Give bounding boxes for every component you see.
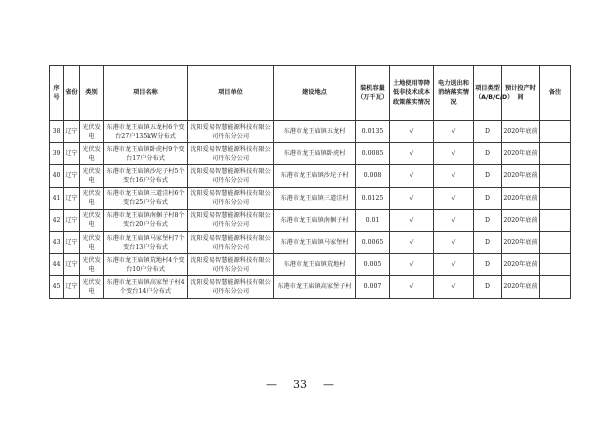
table-row (50, 254, 571, 276)
cell-category: 光伏发电 (80, 121, 104, 143)
cell-location: 东港市龙王庙镇高家堡子村 (274, 276, 356, 298)
cell-type: D (474, 209, 502, 231)
cell-no: 45 (50, 276, 64, 298)
cell-power-check: √ (434, 121, 474, 143)
cell-land-check: √ (390, 209, 434, 231)
cell-type: D (474, 143, 502, 165)
cell-power-check: √ (434, 276, 474, 298)
cell-category: 光伏发电 (80, 231, 104, 253)
header-land-policy: 土地使用等降低非技术成本政策落实情况 (390, 66, 434, 121)
cell-time: 2020年底前 (502, 165, 540, 187)
cell-land-check: √ (390, 276, 434, 298)
header-capacity: 装机容量（万千瓦） (356, 66, 390, 121)
cell-location: 东港市龙王庙镇南捆子村 (274, 209, 356, 231)
cell-location: 东港市龙王庙镇沙坨子村 (274, 165, 356, 187)
table-header-row (50, 66, 571, 121)
cell-category: 光伏发电 (80, 187, 104, 209)
header-remark: 备注 (540, 66, 571, 121)
header-unit: 项目单位 (188, 66, 274, 121)
cell-project-name: 东港市龙王庙镇三道洼村6个变台25户分布式 (104, 187, 188, 209)
cell-project-name: 东港市龙王庙镇荒地村4个变台10户分布式 (104, 254, 188, 276)
cell-no: 43 (50, 231, 64, 253)
cell-remark (540, 231, 571, 253)
cell-province: 辽宁 (64, 121, 80, 143)
table-row (50, 187, 571, 209)
cell-unit: 沈阳爱易智慧能源科技有限公司丹东分公司 (188, 165, 274, 187)
table-row (50, 209, 571, 231)
cell-no: 39 (50, 143, 64, 165)
table-row (50, 231, 571, 253)
header-category: 类别 (80, 66, 104, 121)
cell-unit: 沈阳爱易智慧能源科技有限公司丹东分公司 (188, 254, 274, 276)
cell-power-check: √ (434, 187, 474, 209)
cell-capacity: 0.005 (356, 254, 390, 276)
cell-project-name: 东港市龙王庙镇高家堡子村4个变台14户分布式 (104, 276, 188, 298)
cell-remark (540, 209, 571, 231)
header-province: 省份 (64, 66, 80, 121)
cell-type: D (474, 276, 502, 298)
cell-time: 2020年底前 (502, 276, 540, 298)
cell-province: 辽宁 (64, 187, 80, 209)
cell-land-check: √ (390, 187, 434, 209)
cell-project-name: 东港市龙王庙镇五龙村6个变台27户135kW分布式 (104, 121, 188, 143)
cell-project-name: 东港市龙王庙镇卧虎村9个变台17户分布式 (104, 143, 188, 165)
cell-unit: 沈阳爱易智慧能源科技有限公司丹东分公司 (188, 231, 274, 253)
cell-capacity: 0.01 (356, 209, 390, 231)
cell-time: 2020年底前 (502, 187, 540, 209)
cell-type: D (474, 231, 502, 253)
cell-power-check: √ (434, 165, 474, 187)
cell-time: 2020年底前 (502, 231, 540, 253)
table-row (50, 165, 571, 187)
cell-power-check: √ (434, 143, 474, 165)
cell-capacity: 0.0065 (356, 231, 390, 253)
cell-unit: 沈阳爱易智慧能源科技有限公司丹东分公司 (188, 209, 274, 231)
cell-province: 辽宁 (64, 165, 80, 187)
cell-unit: 沈阳爱易智慧能源科技有限公司丹东分公司 (188, 187, 274, 209)
header-type: 项目类型（A/B/C/D） (474, 66, 502, 121)
cell-capacity: 0.0085 (356, 143, 390, 165)
cell-location: 东港市龙王庙镇马家堡村 (274, 231, 356, 253)
cell-land-check: √ (390, 254, 434, 276)
cell-province: 辽宁 (64, 254, 80, 276)
cell-no: 44 (50, 254, 64, 276)
cell-remark (540, 121, 571, 143)
cell-project-name: 东港市龙王庙镇沙坨子村5个变台16户分布式 (104, 165, 188, 187)
cell-power-check: √ (434, 254, 474, 276)
cell-location: 东港市龙王庙镇卧虎村 (274, 143, 356, 165)
cell-category: 光伏发电 (80, 165, 104, 187)
cell-no: 38 (50, 121, 64, 143)
page-footer (0, 378, 600, 391)
page-number: 33 (293, 378, 307, 391)
cell-project-name: 东港市龙王庙镇南捆子村8个变台20户分布式 (104, 209, 188, 231)
cell-location: 东港市龙王庙镇三道洼村 (274, 187, 356, 209)
cell-category: 光伏发电 (80, 143, 104, 165)
table-row (50, 121, 571, 143)
cell-province: 辽宁 (64, 231, 80, 253)
cell-location: 东港市龙王庙镇五龙村 (274, 121, 356, 143)
cell-unit: 沈阳爱易智慧能源科技有限公司丹东分公司 (188, 143, 274, 165)
header-project-name: 项目名称 (104, 66, 188, 121)
cell-capacity: 0.008 (356, 165, 390, 187)
cell-capacity: 0.0125 (356, 187, 390, 209)
cell-category: 光伏发电 (80, 209, 104, 231)
cell-time: 2020年底前 (502, 143, 540, 165)
header-time: 预计投产时间 (502, 66, 540, 121)
cell-remark (540, 143, 571, 165)
cell-location: 东港市龙王庙镇荒地村 (274, 254, 356, 276)
table-row (50, 276, 571, 298)
cell-land-check: √ (390, 165, 434, 187)
cell-land-check: √ (390, 121, 434, 143)
cell-type: D (474, 254, 502, 276)
cell-time: 2020年底前 (502, 209, 540, 231)
cell-no: 42 (50, 209, 64, 231)
cell-capacity: 0.007 (356, 276, 390, 298)
project-table (49, 65, 571, 299)
cell-remark (540, 187, 571, 209)
cell-remark (540, 254, 571, 276)
cell-power-check: √ (434, 209, 474, 231)
cell-province: 辽宁 (64, 276, 80, 298)
cell-project-name: 东港市龙王庙镇马家堡村7个变台13户分布式 (104, 231, 188, 253)
cell-capacity: 0.0135 (356, 121, 390, 143)
cell-province: 辽宁 (64, 209, 80, 231)
cell-remark (540, 165, 571, 187)
cell-type: D (474, 165, 502, 187)
cell-power-check: √ (434, 231, 474, 253)
cell-land-check: √ (390, 143, 434, 165)
cell-time: 2020年底前 (502, 254, 540, 276)
header-location: 建设地点 (274, 66, 356, 121)
cell-no: 40 (50, 165, 64, 187)
cell-land-check: √ (390, 231, 434, 253)
cell-remark (540, 276, 571, 298)
cell-unit: 沈阳爱易智慧能源科技有限公司丹东分公司 (188, 121, 274, 143)
header-no: 序号 (50, 66, 64, 121)
footer-dash-left: — (266, 378, 277, 391)
table-row (50, 143, 571, 165)
cell-category: 光伏发电 (80, 254, 104, 276)
cell-time: 2020年底前 (502, 121, 540, 143)
cell-type: D (474, 121, 502, 143)
header-power: 电力送出和消纳落实情况 (434, 66, 474, 121)
cell-no: 41 (50, 187, 64, 209)
cell-unit: 沈阳爱易智慧能源科技有限公司丹东分公司 (188, 276, 274, 298)
cell-province: 辽宁 (64, 143, 80, 165)
footer-dash-right: — (323, 378, 334, 391)
cell-category: 光伏发电 (80, 276, 104, 298)
cell-type: D (474, 187, 502, 209)
